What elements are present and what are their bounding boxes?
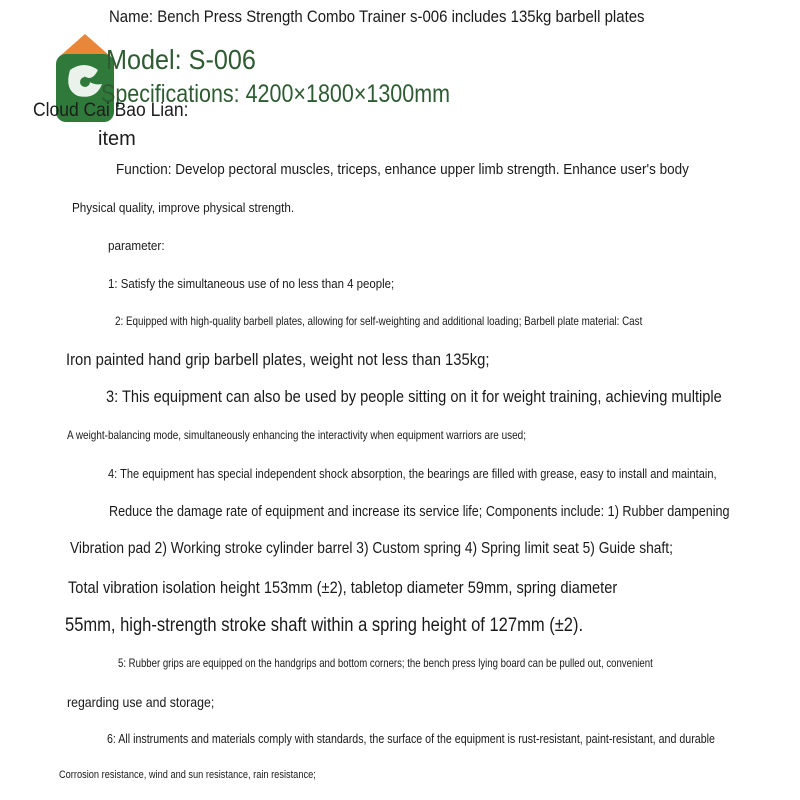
body-line: 2: Equipped with high-quality barbell plates, allowing for self-weighting and additional loading; Barbell plate material: Cast [115,314,643,328]
body-line: 55mm, high-strength stroke shaft within a spring height of 127mm (±2). [65,615,584,636]
brand-item-label: item [98,128,136,150]
body-line: Corrosion resistance, wind and sun resistance, rain resistance; [59,769,316,781]
body-line: Iron painted hand grip barbell plates, weight not less than 135kg; [66,350,490,369]
body-line: 5: Rubber grips are equipped on the handgrips and bottom corners; the bench press lying board can be pulled out, convenient [118,656,653,670]
model-heading: Model: S-006 [106,44,256,75]
body-line: 6: All instruments and materials comply with standards, the surface of the equipment is rust-resistant, paint-resistant, and durable [107,731,715,746]
brand-name: Cloud Cai Bao Lian: [33,100,189,121]
body-line: Physical quality, improve physical strength. [72,200,295,215]
body-line: Reduce the damage rate of equipment and increase its service life; Components include: 1) Rubber dampening [109,503,730,520]
body-line: Function: Develop pectoral muscles, triceps, enhance upper limb strength. Enhance user's body [116,161,689,178]
body-line: A weight-balancing mode, simultaneously enhancing the interactivity when equipment warriors are used; [67,428,526,442]
body-line: 4: The equipment has special independent shock absorption, the bearings are filled with grease, easy to install and maintain, [108,466,717,481]
body-line: 1: Satisfy the simultaneous use of no less than 4 people; [108,276,395,291]
body-line: Total vibration isolation height 153mm (±2), tabletop diameter 59mm, spring diameter [68,578,618,597]
specifications-heading: Specifications: 4200×1800×1300mm [101,80,451,108]
product-name: Name: Bench Press Strength Combo Trainer s-006 includes 135kg barbell plates [109,7,645,26]
body-line: parameter: [108,238,165,253]
body-line: Vibration pad 2) Working stroke cylinder barrel 3) Custom spring 4) Spring limit seat 5) Guide shaft; [70,540,673,557]
body-line: 3: This equipment can also be used by people sitting on it for weight training, achieving multiple [106,387,722,406]
body-line: regarding use and storage; [67,694,215,710]
